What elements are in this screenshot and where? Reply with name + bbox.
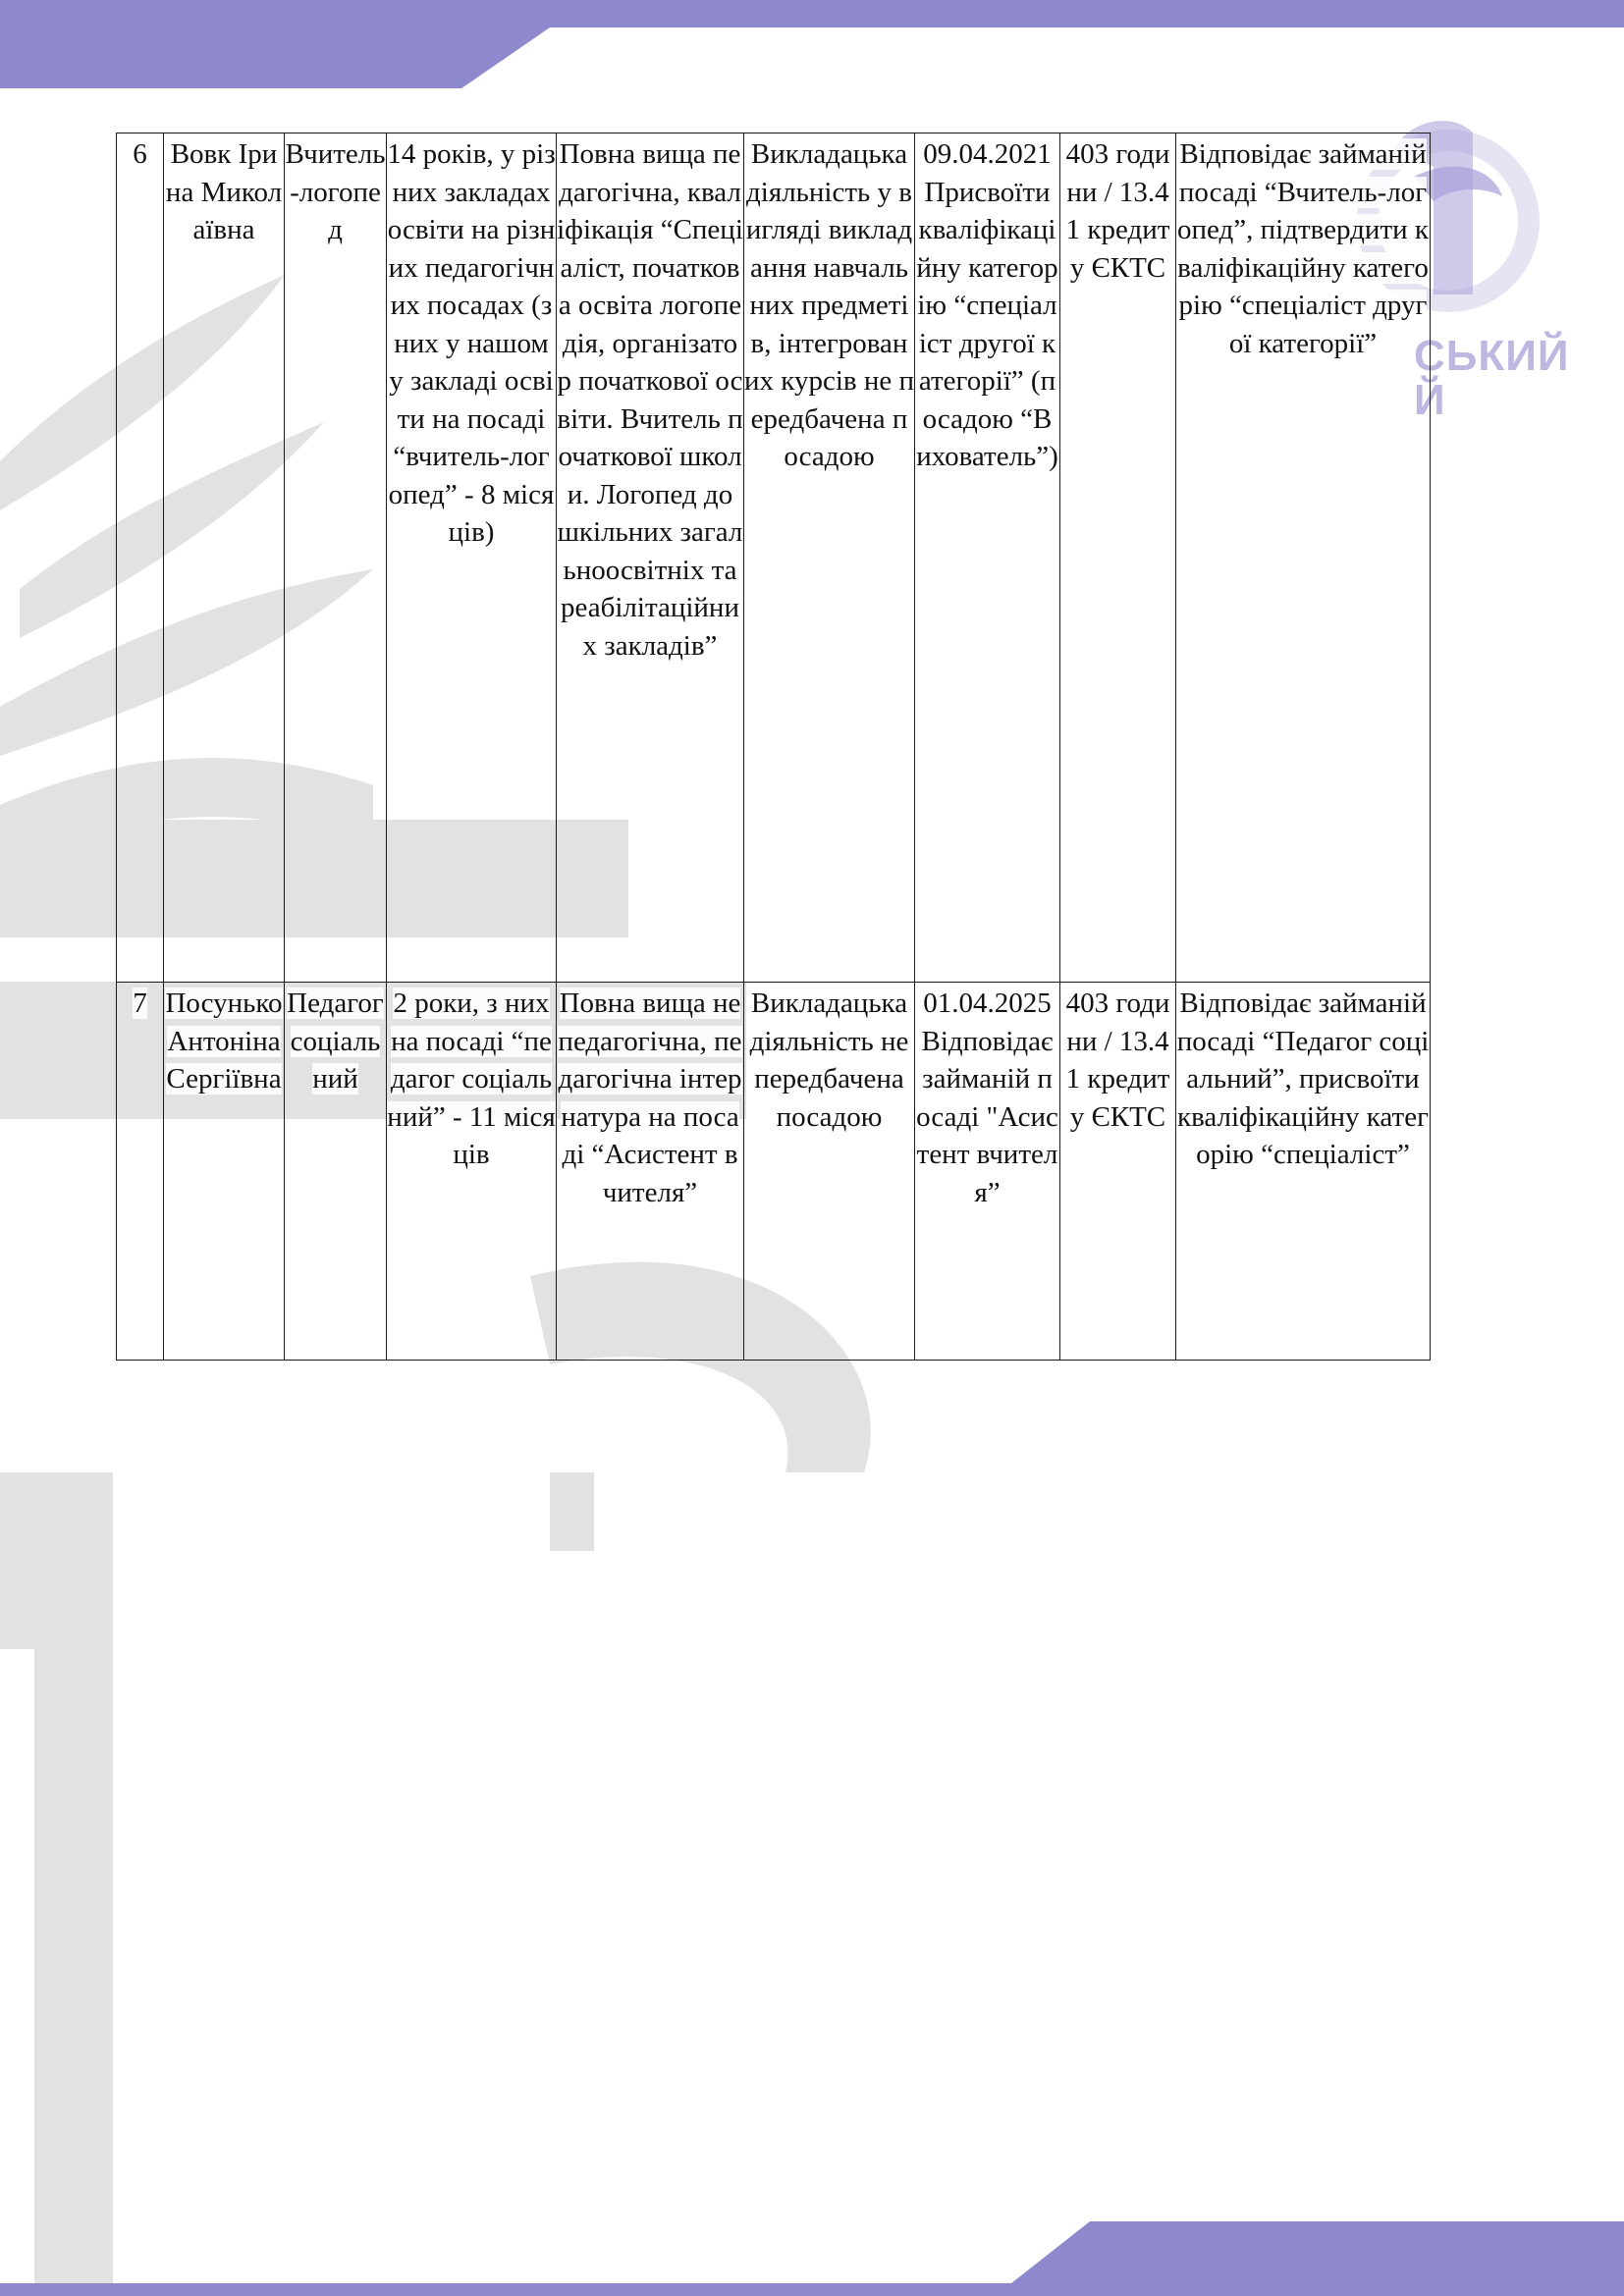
table-row (117, 133, 1431, 983)
activity-cell: Викладацька діяльність не передбачена посадою (744, 983, 915, 1361)
logo-text-line-1: СЬКИЙ (1414, 332, 1570, 380)
hours-cell: 403 години / 13.41 кредиту ЄКТС (1060, 983, 1176, 1361)
position-cell: Педагог соціальний (285, 983, 387, 1361)
logo-text-line-2: Й (1414, 376, 1446, 424)
name-cell: Посунько Антоніна Сергіївна (164, 983, 285, 1361)
table-row (117, 983, 1431, 1361)
education-cell: Повна вища непедагогічна, педагогічна інтернатура на посаді “Асистент вчителя” (557, 983, 744, 1361)
row-number-cell: 7 (117, 983, 164, 1361)
activity-cell: Викладацька діяльність у вигляді викладання навчальних предметів, інтегрованих курсів не передбачена посадою (744, 133, 915, 983)
conclusion-cell: Відповідає займаній посаді “Педагог соціальний”, присвоїти кваліфікаційну категорію “спеціаліст” (1176, 983, 1431, 1361)
bottom-band (0, 2221, 1624, 2296)
name-cell: Вовк Ірина Миколаївна (164, 133, 285, 983)
attestation-cell: 01.04.2025 Відповідає займаній посаді "Асистент вчителя” (915, 983, 1060, 1361)
position-cell: Вчитель-логопед (285, 133, 387, 983)
conclusion-cell: Відповідає займаній посаді “Вчитель-логопед”, підтвердити кваліфікаційну категорію “спеціаліст другої категорії” (1176, 133, 1431, 983)
staff-attestation-table (116, 133, 1431, 1361)
top-band (0, 0, 1624, 88)
experience-cell: 2 роки, з них на посаді “педагог соціальний” - 11 місяців (387, 983, 557, 1361)
row-number-cell: 6 (117, 133, 164, 983)
education-cell: Повна вища педагогічна, кваліфікація “Спеціаліст, початкова освіта логопедія, організатор початкової освіти. Вчитель початкової школи. Логопед дошкільних загальноосвітніх та реабілітаційних закладів” (557, 133, 744, 983)
attestation-cell: 09.04.2021 Присвоїти кваліфікаційну категорію “спеціаліст другої категорії” (посадою “Вихователь”) (915, 133, 1060, 983)
experience-cell: 14 років, у різних закладах освіти на різних педагогічних посадах (з них у нашому закладі освіти на посаді “вчитель-логопед” - 8 місяців) (387, 133, 557, 983)
watermark-column-right (550, 1472, 594, 1551)
hours-cell: 403 години / 13.41 кредиту ЄКТС (1060, 133, 1176, 983)
watermark-column-inner (0, 1649, 34, 2296)
